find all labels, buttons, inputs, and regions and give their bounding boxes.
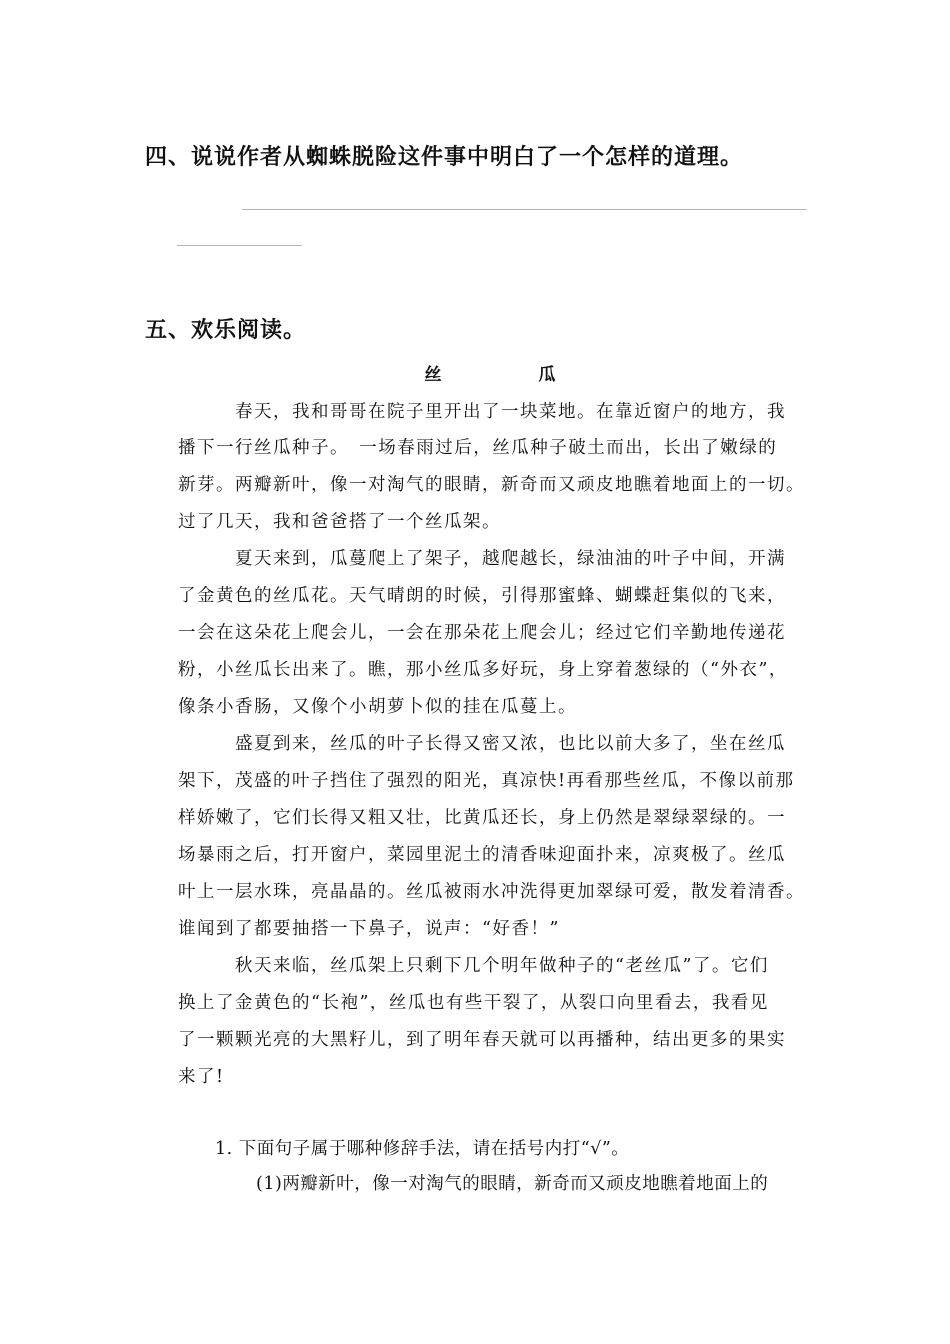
passage-title: 丝 瓜 [424, 365, 596, 385]
passage-line: 了金黄色的丝瓜花。天气晴朗的时候，引得那蜜蜂、蝴蝶赶集似的飞来， [178, 586, 786, 606]
passage-line: 秋天来临，丝瓜架上只剩下几个明年做种子的“老丝瓜”了。它们 [235, 956, 769, 976]
passage-line: 春天，我和哥哥在院子里开出了一块菜地。在靠近窗户的地方，我 [235, 402, 786, 422]
passage-line: 像条小香肠，又像个小胡萝卜似的挂在瓜蔓上。 [178, 697, 577, 717]
answer-line[interactable] [242, 209, 807, 210]
passage-line: 叶上一层水珠，亮晶晶的。丝瓜被雨水冲洗得更加翠绿可爱，散发着清香。 [178, 882, 805, 902]
passage-line: 新芽。两瓣新叶，像一对淘气的眼睛，新奇而又顽皮地瞧着地面上的一切。 [178, 475, 805, 495]
passage-line: 谁闻到了都要抽搭一下鼻子，说声：“好香！” [178, 919, 560, 939]
passage-line: 粉，小丝瓜长出来了。瞧，那小丝瓜多好玩，身上穿着葱绿的（“外衣”， [178, 660, 788, 680]
passage-line: 过了几天，我和爸爸搭了一个丝瓜架。 [178, 512, 501, 532]
passage-line: 播下一行丝瓜种子。 一场春雨过后，丝瓜种子破土而出，长出了嫩绿的 [178, 438, 778, 458]
passage-line: 了一颗颗光亮的大黑籽儿，到了明年春天就可以再播种，结出更多的果实 [178, 1030, 786, 1050]
passage-line: 盛夏到来，丝瓜的叶子长得又密又浓，也比以前大多了，坐在丝瓜 [235, 734, 786, 754]
passage-line: 夏天来到，瓜蔓爬上了架子，越爬越长，绿油油的叶子中间，开满 [235, 549, 786, 569]
section-4-heading: 四、说说作者从蜘蛛脱险这件事中明白了一个怎样的道理。 [145, 145, 744, 170]
passage-line: 一会在这朵花上爬会儿，一会在那朵花上爬会儿；经过它们辛勤地传递花 [178, 623, 786, 643]
question-1-item-1: (1)两瓣新叶，像一对淘气的眼睛，新奇而又顽皮地瞧着地面上的 [256, 1174, 769, 1194]
passage-line: 来了! [178, 1067, 225, 1087]
passage-line: 场暴雨之后，打开窗户，菜园里泥土的清香味迎面扑来，凉爽极了。丝瓜 [178, 845, 786, 865]
passage-line: 样娇嫩了，它们长得又粗又壮，比黄瓜还长，身上仍然是翠绿翠绿的。一 [178, 808, 786, 828]
passage-line: 换上了金黄色的“长袍”，丝瓜也有些干裂了，从裂口向里看去，我看见 [178, 993, 769, 1013]
passage-line: 架下，茂盛的叶子挡住了强烈的阳光，真凉快!再看那些丝瓜，不像以前那 [178, 771, 795, 791]
section-5-heading: 五、欢乐阅读。 [145, 318, 307, 343]
answer-line[interactable] [177, 245, 302, 246]
question-1: 1. 下面句子属于哪种修辞手法，请在括号内打“√”。 [215, 1139, 630, 1159]
